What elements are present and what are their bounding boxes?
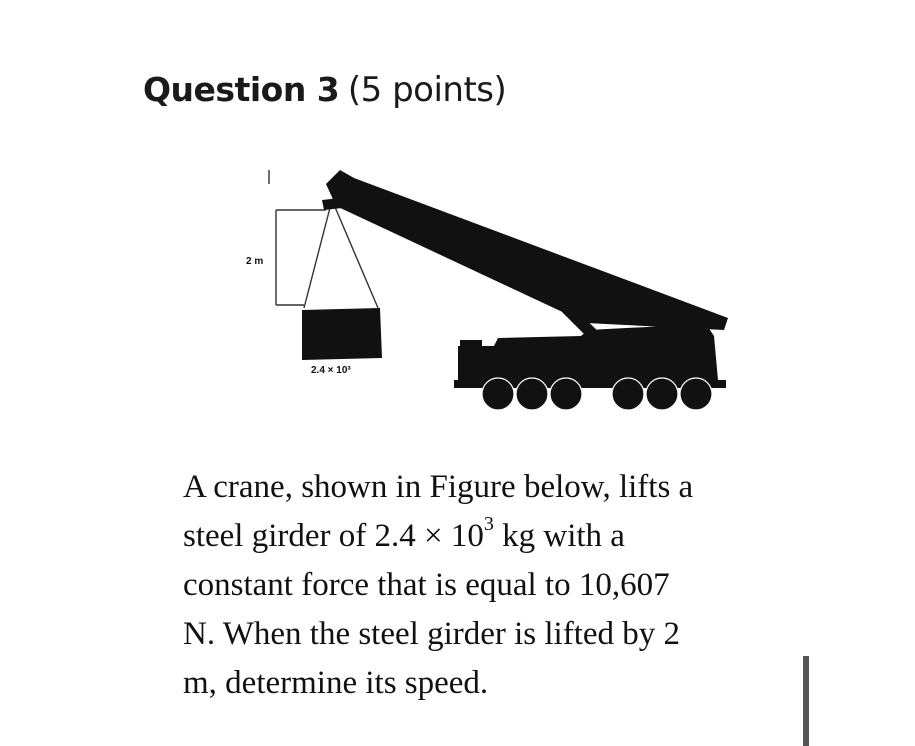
crane-carrier bbox=[458, 324, 718, 384]
carrier-cab bbox=[460, 340, 482, 352]
problem-statement bbox=[183, 463, 823, 708]
crane-boom bbox=[326, 170, 728, 330]
problem-line-part: kg with a bbox=[493, 518, 625, 554]
crane-illustration bbox=[236, 158, 736, 418]
height-label: 2 m bbox=[246, 256, 264, 267]
exponent: 3 bbox=[483, 513, 494, 535]
crane-figure bbox=[236, 158, 736, 418]
height-dimension bbox=[269, 170, 326, 305]
steel-girder bbox=[302, 308, 382, 360]
question-title: Question 3 bbox=[143, 70, 340, 109]
problem-line: constant force that is equal to 10,607 bbox=[183, 567, 670, 603]
mass-label: 2.4 × 10³ bbox=[311, 365, 351, 376]
problem-line bbox=[183, 512, 823, 561]
problem-line: A crane, shown in Figure below, lifts a bbox=[183, 469, 694, 505]
scrollbar[interactable] bbox=[803, 656, 809, 746]
problem-line-part: steel girder of 2.4 × 10 bbox=[183, 518, 484, 554]
problem-line: m, determine its speed. bbox=[183, 665, 489, 701]
question-header bbox=[143, 70, 506, 110]
problem-line: N. When the steel girder is lifted by 2 bbox=[183, 616, 681, 652]
question-points: (5 points) bbox=[347, 70, 507, 110]
